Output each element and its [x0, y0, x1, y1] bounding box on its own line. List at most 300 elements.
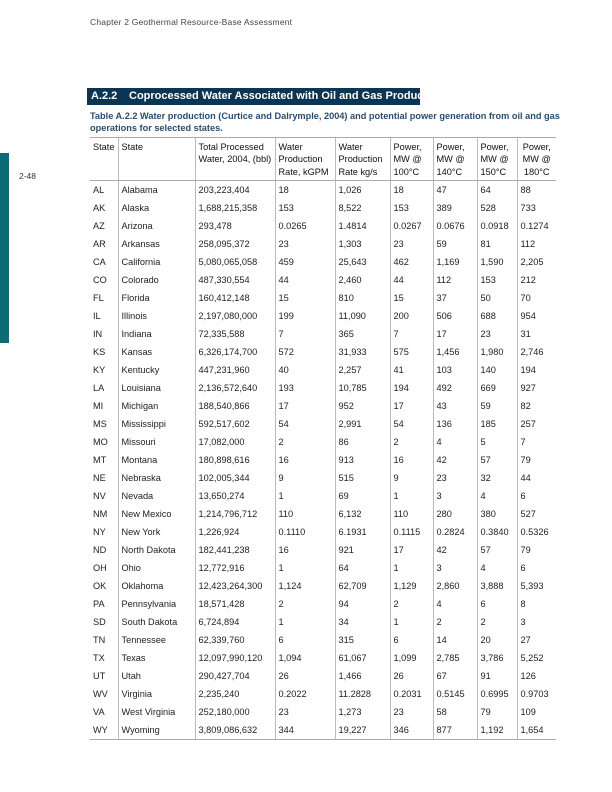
table-cell: 23 — [390, 235, 433, 253]
table-cell: MS — [93, 419, 107, 430]
table-cell: 62,709 — [335, 577, 390, 595]
table-cell: Missouri — [118, 433, 195, 451]
table-cell: 160,412,148 — [195, 289, 275, 307]
table-cell: 0.2824 — [433, 523, 477, 541]
table-cell: NE — [93, 473, 106, 484]
table-cell: 69 — [335, 487, 390, 505]
table-cell: 212 — [517, 271, 556, 289]
table-row — [90, 415, 556, 433]
table-cell: 6 — [275, 631, 335, 649]
table-cell: 733 — [517, 199, 556, 217]
table-row — [90, 469, 556, 487]
table-cell: Florida — [118, 289, 195, 307]
table-cell: 1,094 — [275, 649, 335, 667]
table-cell: 2 — [390, 595, 433, 613]
table-row — [90, 235, 556, 253]
table-cell: 2 — [433, 613, 477, 631]
table-cell: 12,097,990,120 — [195, 649, 275, 667]
table-cell: 0.2022 — [275, 685, 335, 703]
table-cell: 34 — [335, 613, 390, 631]
table-cell: 10,785 — [335, 379, 390, 397]
table-cell: 1 — [275, 487, 335, 505]
table-cell: 13,650,274 — [195, 487, 275, 505]
table-row — [90, 343, 556, 361]
table-cell: 81 — [477, 235, 517, 253]
table-cell: 1,688,215,358 — [195, 199, 275, 217]
table-cell: 199 — [275, 307, 335, 325]
table-cell: 1,129 — [390, 577, 433, 595]
table-cell: 315 — [335, 631, 390, 649]
table-cell: 9 — [275, 469, 335, 487]
table-cell: 47 — [433, 181, 477, 200]
table-cell: 1,192 — [477, 721, 517, 740]
table-row — [90, 487, 556, 505]
section-title: Coprocessed Water Associated with Oil and Gas Production — [129, 90, 444, 102]
table-cell: 810 — [335, 289, 390, 307]
table-cell: 2,785 — [433, 649, 477, 667]
table-cell: 103 — [433, 361, 477, 379]
table-cell: 1,169 — [433, 253, 477, 271]
table-cell: 200 — [390, 307, 433, 325]
table-cell: 194 — [390, 379, 433, 397]
table-cell: West Virginia — [118, 703, 195, 721]
table-cell: 59 — [477, 397, 517, 415]
column-header: Water Production Rate, kGPM — [275, 138, 335, 181]
table-cell: 64 — [477, 181, 517, 200]
table-cell: 6 — [477, 595, 517, 613]
table-cell: 44 — [517, 469, 556, 487]
table-cell: 2,460 — [335, 271, 390, 289]
table-cell: Kentucky — [118, 361, 195, 379]
table-row — [90, 613, 556, 631]
table-cell: 9 — [390, 469, 433, 487]
table-cell: 86 — [335, 433, 390, 451]
table-cell: CO — [93, 275, 107, 286]
table-cell: 6.1931 — [335, 523, 390, 541]
table-cell: 15 — [390, 289, 433, 307]
table-cell: 11.2828 — [335, 685, 390, 703]
table-cell: IN — [93, 329, 103, 340]
table-cell: 952 — [335, 397, 390, 415]
table-cell: 102,005,344 — [195, 469, 275, 487]
table-cell: 575 — [390, 343, 433, 361]
table-row — [90, 667, 556, 685]
table-cell: 59 — [433, 235, 477, 253]
table-cell: 18 — [390, 181, 433, 200]
table-cell: Nebraska — [118, 469, 195, 487]
table-cell: 1 — [275, 559, 335, 577]
table-cell: 23 — [477, 325, 517, 343]
table-cell: 16 — [275, 451, 335, 469]
table-cell: 6 — [390, 631, 433, 649]
table-cell: 0.2031 — [390, 685, 433, 703]
table-cell: 6 — [517, 487, 556, 505]
table-cell: NM — [93, 509, 108, 520]
table-cell: 23 — [275, 703, 335, 721]
table-cell: 2,746 — [517, 343, 556, 361]
table-cell: 136 — [433, 415, 477, 433]
table-cell: 4 — [477, 559, 517, 577]
table-cell: 2 — [275, 595, 335, 613]
table-row — [90, 685, 556, 703]
table-cell: AR — [93, 239, 106, 250]
table-cell: 487,330,554 — [195, 271, 275, 289]
table-row — [90, 631, 556, 649]
table-cell: Oklahoma — [118, 577, 195, 595]
table-cell: 954 — [517, 307, 556, 325]
table-row — [90, 361, 556, 379]
table-cell: 40 — [275, 361, 335, 379]
table-cell: 4 — [433, 595, 477, 613]
table-row — [90, 199, 556, 217]
table-cell: 1,273 — [335, 703, 390, 721]
table-cell: 2,197,080,000 — [195, 307, 275, 325]
table-cell: SD — [93, 617, 106, 628]
table-cell: KY — [93, 365, 106, 376]
table-cell: 252,180,000 — [195, 703, 275, 721]
chapter-tab-marker — [0, 153, 9, 343]
table-cell: 0.1110 — [275, 523, 335, 541]
table-cell: 43 — [433, 397, 477, 415]
table-cell: 515 — [335, 469, 390, 487]
table-cell: 2 — [275, 433, 335, 451]
table-cell: New York — [118, 523, 195, 541]
table-cell: Utah — [118, 667, 195, 685]
table-cell: 6,132 — [335, 505, 390, 523]
table-cell: Arizona — [118, 217, 195, 235]
table-cell: 527 — [517, 505, 556, 523]
column-header: Water Production Rate kg/s — [335, 138, 390, 181]
table-row — [90, 397, 556, 415]
table-cell: Alabama — [118, 181, 195, 200]
table-cell: 877 — [433, 721, 477, 740]
table-cell: 0.3840 — [477, 523, 517, 541]
table-cell: 110 — [390, 505, 433, 523]
table-cell: 6 — [517, 559, 556, 577]
table-cell: 2,235,240 — [195, 685, 275, 703]
table-cell: 153 — [275, 199, 335, 217]
table-cell: 67 — [433, 667, 477, 685]
table-cell: 6,326,174,700 — [195, 343, 275, 361]
table-cell: 1.4814 — [335, 217, 390, 235]
table-cell: 8,522 — [335, 199, 390, 217]
table-cell: 1,226,924 — [195, 523, 275, 541]
table-cell: 506 — [433, 307, 477, 325]
table-cell: 17 — [390, 397, 433, 415]
table-cell: 1,654 — [517, 721, 556, 740]
table-cell: 2 — [390, 433, 433, 451]
table-cell: 70 — [517, 289, 556, 307]
table-cell: 5,080,065,058 — [195, 253, 275, 271]
table-cell: OH — [93, 563, 107, 574]
table-cell: 44 — [390, 271, 433, 289]
table-cell: 18 — [275, 181, 335, 200]
table-cell: 88 — [517, 181, 556, 200]
table-cell: 8 — [517, 595, 556, 613]
table-cell: 0.0918 — [477, 217, 517, 235]
table-cell: 1 — [390, 613, 433, 631]
table-cell: 5,393 — [517, 577, 556, 595]
table-cell: 2,860 — [433, 577, 477, 595]
table-cell: 57 — [477, 451, 517, 469]
table-cell: 16 — [390, 451, 433, 469]
table-cell: 44 — [275, 271, 335, 289]
table-cell: 110 — [275, 505, 335, 523]
table-cell: 5,252 — [517, 649, 556, 667]
column-header: Power, MW @ 140°C — [433, 138, 477, 181]
table-cell: 365 — [335, 325, 390, 343]
table-cell: Colorado — [118, 271, 195, 289]
table-cell: 188,540,866 — [195, 397, 275, 415]
table-cell: 0.1274 — [517, 217, 556, 235]
table-cell: 31 — [517, 325, 556, 343]
table-row — [90, 307, 556, 325]
table-cell: 31,933 — [335, 343, 390, 361]
table-cell: 592,517,602 — [195, 415, 275, 433]
running-header: Chapter 2 Geothermal Resource-Base Assessment — [90, 17, 293, 27]
table-cell: 23 — [275, 235, 335, 253]
table-cell: 2,205 — [517, 253, 556, 271]
table-cell: 62,339,760 — [195, 631, 275, 649]
table-cell: 15 — [275, 289, 335, 307]
table-cell: 3 — [433, 487, 477, 505]
table-cell: 64 — [335, 559, 390, 577]
table-cell: 4 — [433, 433, 477, 451]
table-cell: 54 — [390, 415, 433, 433]
table-cell: 1 — [390, 559, 433, 577]
table-row — [90, 325, 556, 343]
table-row — [90, 253, 556, 271]
table-cell: 913 — [335, 451, 390, 469]
table-cell: South Dakota — [118, 613, 195, 631]
table-cell: 91 — [477, 667, 517, 685]
table-cell: 17 — [433, 325, 477, 343]
table-cell: Illinois — [118, 307, 195, 325]
table-cell: 3 — [433, 559, 477, 577]
table-cell: 32 — [477, 469, 517, 487]
table-cell: 528 — [477, 199, 517, 217]
table-cell: PA — [93, 599, 105, 610]
table-header-row — [90, 138, 556, 181]
table-cell: WV — [93, 689, 108, 700]
table-cell: 6,724,894 — [195, 613, 275, 631]
table-cell: 5 — [477, 433, 517, 451]
table-cell: Alaska — [118, 199, 195, 217]
table-caption: Table A.2.2 Water production (Curtice and Dalrymple, 2004) and potential power generation from oil and gas operations for selected states. — [90, 111, 560, 133]
table-cell: 0.0267 — [390, 217, 433, 235]
table-cell: 280 — [433, 505, 477, 523]
table-cell: Louisiana — [118, 379, 195, 397]
table-cell: MT — [93, 455, 107, 466]
table-cell: 7 — [517, 433, 556, 451]
table-cell: 1,303 — [335, 235, 390, 253]
table-cell: 193 — [275, 379, 335, 397]
table-cell: 27 — [517, 631, 556, 649]
table-cell: 109 — [517, 703, 556, 721]
table-row — [90, 523, 556, 541]
table-cell: KS — [93, 347, 106, 358]
table-row — [90, 649, 556, 667]
table-cell: 2,257 — [335, 361, 390, 379]
table-cell: 54 — [275, 415, 335, 433]
column-header: Total Processed Water, 2004, (bbl) — [195, 138, 275, 181]
table-cell: Michigan — [118, 397, 195, 415]
table-cell: AK — [93, 203, 106, 214]
table-cell: 42 — [433, 451, 477, 469]
table-cell: Tennessee — [118, 631, 195, 649]
table-row — [90, 379, 556, 397]
table-cell: 1,124 — [275, 577, 335, 595]
table-cell: TN — [93, 635, 106, 646]
table-cell: 26 — [275, 667, 335, 685]
table-row — [90, 541, 556, 559]
table-cell: 346 — [390, 721, 433, 740]
table-row — [90, 451, 556, 469]
table-cell: ND — [93, 545, 107, 556]
table-cell: Mississippi — [118, 415, 195, 433]
table-cell: 257 — [517, 415, 556, 433]
table-cell: 17,082,000 — [195, 433, 275, 451]
table-cell: 82 — [517, 397, 556, 415]
table-cell: 927 — [517, 379, 556, 397]
table-cell: 3,786 — [477, 649, 517, 667]
table-cell: 1 — [390, 487, 433, 505]
table-cell: 293,478 — [195, 217, 275, 235]
table-cell: 17 — [390, 541, 433, 559]
table-cell: NV — [93, 491, 106, 502]
table-cell: Wyoming — [118, 721, 195, 740]
table-cell: 12,423,264,300 — [195, 577, 275, 595]
table-cell: 79 — [517, 541, 556, 559]
table-cell: 2,991 — [335, 415, 390, 433]
table-row — [90, 181, 556, 200]
column-header: Power, MW @ 150°C — [477, 138, 517, 181]
table-cell: 180,898,616 — [195, 451, 275, 469]
table-cell: 14 — [433, 631, 477, 649]
table-cell: 344 — [275, 721, 335, 740]
table-cell: 23 — [433, 469, 477, 487]
table-cell: 2 — [477, 613, 517, 631]
table-cell: 58 — [433, 703, 477, 721]
table-cell: 41 — [390, 361, 433, 379]
table-cell: AL — [93, 185, 105, 196]
section-number: A.2.2 — [91, 90, 118, 102]
table-cell: 0.5326 — [517, 523, 556, 541]
table-cell: 0.0676 — [433, 217, 477, 235]
table-cell: VA — [93, 707, 105, 718]
column-header: State — [90, 138, 118, 181]
table-cell: 16 — [275, 541, 335, 559]
table-cell: 50 — [477, 289, 517, 307]
table-cell: WY — [90, 721, 118, 740]
table-cell: 112 — [517, 235, 556, 253]
table-cell: 389 — [433, 199, 477, 217]
table-cell: 182,441,238 — [195, 541, 275, 559]
table-cell: Nevada — [118, 487, 195, 505]
table-cell: 23 — [390, 703, 433, 721]
table-row — [90, 271, 556, 289]
table-row — [90, 721, 556, 740]
table-cell: TX — [93, 653, 105, 664]
table-cell: 3 — [517, 613, 556, 631]
table-cell: 3,888 — [477, 577, 517, 595]
table-cell: 61,067 — [335, 649, 390, 667]
table-cell: 20 — [477, 631, 517, 649]
table-cell: 3,809,086,632 — [195, 721, 275, 740]
table-cell: Kansas — [118, 343, 195, 361]
table-cell: OK — [93, 581, 107, 592]
table-cell: 447,231,960 — [195, 361, 275, 379]
table-cell: MO — [93, 437, 108, 448]
table-cell: IL — [93, 311, 101, 322]
table-cell: LA — [93, 383, 105, 394]
section-heading — [87, 88, 444, 105]
table-cell: 12,772,916 — [195, 559, 275, 577]
column-header: Power, MW @ 180°C — [517, 138, 556, 181]
table-cell: 79 — [477, 703, 517, 721]
page-number: 2-48 — [19, 171, 37, 181]
table-cell: California — [118, 253, 195, 271]
table-cell: 380 — [477, 505, 517, 523]
table-cell: Texas — [118, 649, 195, 667]
table-row — [90, 577, 556, 595]
table-cell: Montana — [118, 451, 195, 469]
table-cell: FL — [93, 293, 104, 304]
water-production-table — [90, 137, 556, 740]
table-cell: North Dakota — [118, 541, 195, 559]
table-cell: 153 — [390, 199, 433, 217]
table-cell: Pennsylvania — [118, 595, 195, 613]
table-row — [90, 703, 556, 721]
table-cell: 42 — [433, 541, 477, 559]
table-cell: 19,227 — [335, 721, 390, 740]
table-cell: 4 — [477, 487, 517, 505]
table-cell: 126 — [517, 667, 556, 685]
table-cell: 290,427,704 — [195, 667, 275, 685]
table-cell: UT — [93, 671, 106, 682]
table-cell: Ohio — [118, 559, 195, 577]
table-cell: 1,980 — [477, 343, 517, 361]
table-cell: NY — [93, 527, 106, 538]
table-cell: 18,571,428 — [195, 595, 275, 613]
table-cell: 185 — [477, 415, 517, 433]
table-row — [90, 217, 556, 235]
table-cell: 26 — [390, 667, 433, 685]
table-row — [90, 505, 556, 523]
table-row — [90, 595, 556, 613]
table-cell: 140 — [477, 361, 517, 379]
table-cell: MI — [93, 401, 104, 412]
table-cell: 0.9703 — [517, 685, 556, 703]
table-cell: 94 — [335, 595, 390, 613]
table-cell: 1,026 — [335, 181, 390, 200]
table-cell: Arkansas — [118, 235, 195, 253]
table-cell: 572 — [275, 343, 335, 361]
table-cell: 0.5145 — [433, 685, 477, 703]
table-cell: 7 — [390, 325, 433, 343]
table-cell: Virginia — [118, 685, 195, 703]
table-cell: 57 — [477, 541, 517, 559]
table-cell: 1 — [275, 613, 335, 631]
table-cell: 1,466 — [335, 667, 390, 685]
table-cell: 258,095,372 — [195, 235, 275, 253]
table-cell: New Mexico — [118, 505, 195, 523]
table-cell: 153 — [477, 271, 517, 289]
table-cell: 459 — [275, 253, 335, 271]
table-cell: 203,223,404 — [195, 181, 275, 200]
table-cell: 462 — [390, 253, 433, 271]
table-cell: CA — [93, 257, 106, 268]
